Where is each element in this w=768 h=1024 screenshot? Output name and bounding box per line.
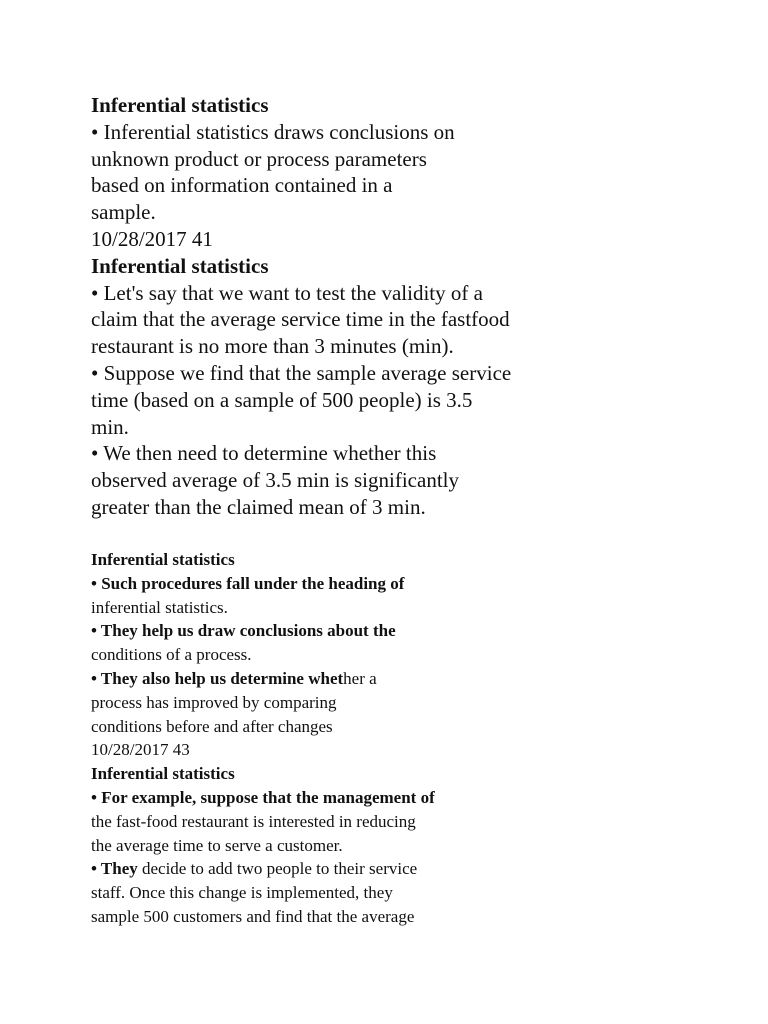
slide-date-page: 10/28/2017 41 xyxy=(91,226,213,251)
paragraph-line: sample. xyxy=(91,200,156,225)
document-section-large xyxy=(91,92,511,521)
paragraph-line: staff. Once this change is implemented, they xyxy=(91,883,393,903)
bold-run: • They xyxy=(91,859,138,879)
paragraph-line: conditions before and after changes xyxy=(91,716,333,736)
heading-inferential-statistics-3: Inferential statistics xyxy=(91,550,235,569)
paragraph-line: • Let's say that we want to test the validity of a xyxy=(91,280,483,305)
paragraph-line: process has improved by comparing xyxy=(91,692,337,712)
heading-inferential-statistics-1: Inferential statistics xyxy=(91,93,269,117)
paragraph-line: inferential statistics. xyxy=(91,597,228,617)
paragraph-line: • Such procedures fall under the heading of xyxy=(91,573,405,593)
paragraph-line: claim that the average service time in the fastfood xyxy=(91,307,510,332)
paragraph-line: restaurant is no more than 3 minutes (min). xyxy=(91,334,454,359)
paragraph-line xyxy=(91,667,435,691)
paragraph-line: unknown product or process parameters xyxy=(91,146,427,171)
paragraph-line: sample 500 customers and find that the average xyxy=(91,906,415,926)
paragraph-line: • Suppose we find that the sample average service xyxy=(91,360,512,385)
paragraph-line: • We then need to determine whether this xyxy=(91,441,437,466)
paragraph-line: observed average of 3.5 min is significantly xyxy=(91,468,459,493)
paragraph-line: conditions of a process. xyxy=(91,645,252,665)
heading-inferential-statistics-2: Inferential statistics xyxy=(91,253,269,278)
paragraph-line: • For example, suppose that the management of xyxy=(91,787,435,807)
bold-run: • They also help us determine whet xyxy=(91,668,344,688)
paragraph-line: min. xyxy=(91,414,129,439)
paragraph-line: based on information contained in a xyxy=(91,173,393,198)
paragraph-line: • They help us draw conclusions about the xyxy=(91,621,396,641)
slide-date-page: 10/28/2017 43 xyxy=(91,740,190,760)
paragraph-line: • Inferential statistics draws conclusions on xyxy=(91,119,455,144)
paragraph-line: the average time to serve a customer. xyxy=(91,835,343,855)
paragraph-line xyxy=(91,857,435,881)
regular-run: decide to add two people to their service xyxy=(137,859,418,879)
document-section-small xyxy=(91,548,435,929)
regular-run: her a xyxy=(343,668,377,688)
paragraph-line: time (based on a sample of 500 people) is 3.5 xyxy=(91,387,473,412)
paragraph-line: the fast-food restaurant is interested in reducing xyxy=(91,811,416,831)
heading-inferential-statistics-4: Inferential statistics xyxy=(91,764,235,784)
paragraph-line: greater than the claimed mean of 3 min. xyxy=(91,494,426,519)
